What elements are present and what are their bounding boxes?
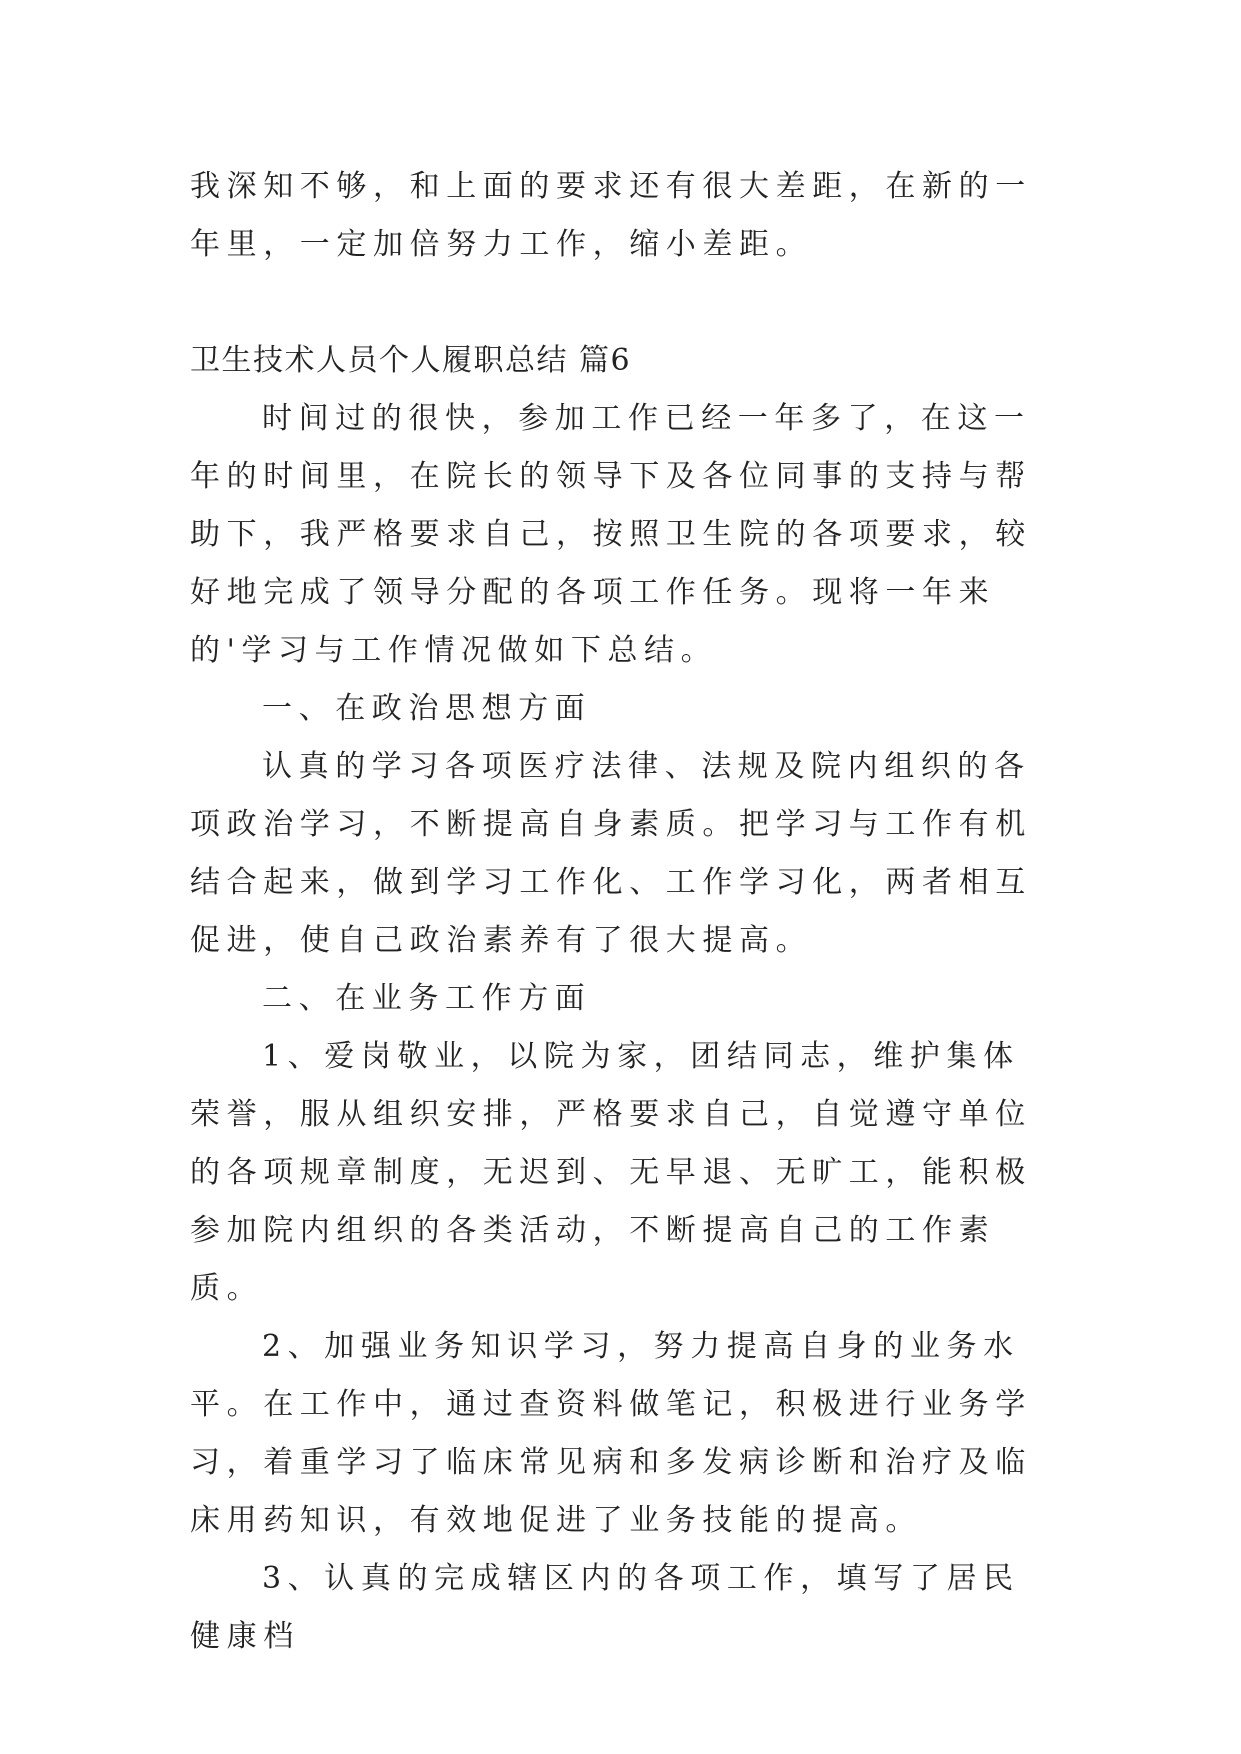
section-title: 卫生技术人员个人履职总结 篇6 bbox=[190, 343, 632, 378]
paragraph-item-2: 2、加强业务知识学习，努力提高自身的业务水平。在工作中，通过查资料做笔记，积极进行业务学习，着重学习了临床常见病和多发病诊断和治疗及临床用药知识，有效地促进了业务技能的提高。 bbox=[190, 1329, 1032, 1538]
document-body bbox=[190, 158, 1050, 1666]
heading-political-thought: 一、在政治思想方面 bbox=[262, 691, 592, 726]
paragraph-summary-opening: 时间过的很快，参加工作已经一年多了，在这一年的时间里，在院长的领导下及各位同事的支持与帮助下，我严格要求自己，按照卫生院的各项要求，较好地完成了领导分配的各项工作任务。现将一年来的'学习与工作情况做如下总结。 bbox=[190, 401, 1032, 668]
paragraph-item-3: 3、认真的完成辖区内的各项工作，填写了居民健康档 bbox=[190, 1561, 1020, 1654]
paragraph-item-1: 1、爱岗敬业，以院为家，团结同志，维护集体荣誉，服从组织安排，严格要求自己，自觉遵守单位的各项规章制度，无迟到、无早退、无旷工，能积极参加院内组织的各类活动，不断提高自己的工作素质。 bbox=[190, 1039, 1032, 1306]
heading-business-work: 二、在业务工作方面 bbox=[262, 981, 592, 1016]
intro-paragraph: 我深知不够，和上面的要求还有很大差距，在新的一年里，一定加倍努力工作，缩小差距。 bbox=[190, 169, 1032, 262]
paragraph-political-study: 认真的学习各项医疗法律、法规及院内组织的各项政治学习，不断提高自身素质。把学习与工作有机结合起来，做到学习工作化、工作学习化，两者相互促进，使自己政治素养有了很大提高。 bbox=[190, 749, 1032, 958]
